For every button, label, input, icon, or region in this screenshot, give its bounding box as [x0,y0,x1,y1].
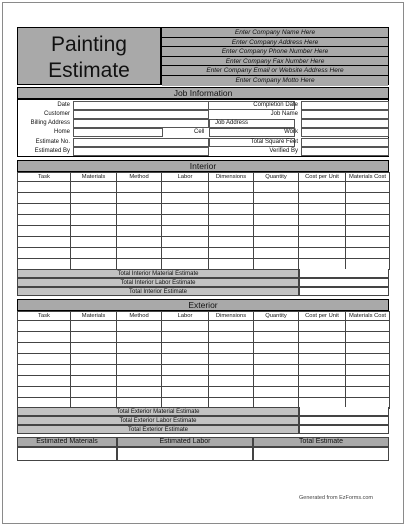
exterior-table-cell[interactable] [162,321,209,332]
estimated-materials-field[interactable] [17,447,117,461]
interior-table-cell[interactable] [209,237,254,248]
interior-table-cell[interactable] [71,215,117,226]
completion-date-field[interactable] [301,101,389,110]
interior-table-cell[interactable] [254,204,299,215]
exterior-col-method: Method [117,312,162,321]
interior-table-cell[interactable] [162,215,209,226]
exterior-table-cell[interactable] [254,354,299,365]
interior-table-cell[interactable] [254,193,299,204]
exterior-table-row [18,376,390,387]
exterior-table-cell[interactable] [71,321,117,332]
exterior-table-cell[interactable] [254,321,299,332]
interior-table-cell[interactable] [299,226,346,237]
interior-table-cell[interactable] [346,248,390,259]
interior-table-cell[interactable] [18,259,71,270]
interior-col-method: Method [117,173,162,182]
interior-table-cell[interactable] [117,193,162,204]
interior-header-row [18,173,390,182]
estimated-materials-label: Estimated Materials [17,437,117,447]
exterior-table-cell[interactable] [71,365,117,376]
title-line-1: Painting [51,33,127,56]
interior-table-cell[interactable] [71,248,117,259]
interior-table-cell[interactable] [18,226,71,237]
exterior-table-cell[interactable] [346,365,390,376]
estimated-labor-field[interactable] [117,447,253,461]
interior-table-cell[interactable] [162,204,209,215]
exterior-table-cell[interactable] [117,376,162,387]
exterior-table-cell[interactable] [346,343,390,354]
date-label: Date [57,102,70,108]
interior-table-cell[interactable] [18,237,71,248]
interior-table-row [18,226,390,237]
exterior-col-dimensions: Dimensions [209,312,254,321]
interior-table-cell[interactable] [346,204,390,215]
interior-table-cell[interactable] [254,237,299,248]
exterior-table-row [18,365,390,376]
total-estimate-label: Total Estimate [253,437,389,447]
interior-table-cell[interactable] [346,259,390,270]
interior-table-cell[interactable] [162,226,209,237]
interior-labor-estimate-field[interactable] [299,278,389,287]
exterior-table-cell[interactable] [254,365,299,376]
exterior-table-cell[interactable] [254,387,299,398]
interior-table-cell[interactable] [117,204,162,215]
title-block [17,27,161,85]
estimate-no-label: Estimate No. [35,139,70,145]
job-info-box [17,99,389,157]
exterior-table-cell[interactable] [18,354,71,365]
customer-field[interactable] [73,110,209,119]
interior-table-cell[interactable] [254,248,299,259]
exterior-table-cell[interactable] [346,321,390,332]
exterior-table-cell[interactable] [346,387,390,398]
interior-table-cell[interactable] [71,193,117,204]
interior-table-row [18,215,390,226]
total-square-feet-field[interactable] [301,138,389,147]
exterior-table-cell[interactable] [254,376,299,387]
footer-note: Generated from EzForms.com [299,495,373,501]
date-field[interactable] [73,101,209,110]
interior-table-cell[interactable] [117,226,162,237]
company-motto[interactable]: Enter Company Motto Here [162,76,388,86]
exterior-table-cell[interactable] [18,321,71,332]
exterior-table-cell[interactable] [299,354,346,365]
exterior-table-cell[interactable] [18,343,71,354]
work-label: Work [284,129,298,135]
interior-table-cell[interactable] [209,248,254,259]
interior-table-cell[interactable] [162,259,209,270]
exterior-table-cell[interactable] [209,387,254,398]
interior-col-quantity: Quantity [254,173,299,182]
exterior-table-row [18,321,390,332]
interior-table-cell[interactable] [18,215,71,226]
exterior-table-row [18,354,390,365]
exterior-rows [18,321,390,409]
exterior-table-cell[interactable] [254,332,299,343]
billing-address-field[interactable] [73,119,209,128]
exterior-table-cell[interactable] [117,343,162,354]
interior-table-cell[interactable] [71,204,117,215]
interior-table-cell[interactable] [254,259,299,270]
interior-table-cell[interactable] [299,204,346,215]
interior-table-cell[interactable] [299,237,346,248]
company-email[interactable]: Enter Company Email or Website Address Here [162,66,388,76]
job-name-field[interactable] [301,110,389,119]
work-field[interactable] [301,128,389,137]
exterior-labor-estimate-label: Total Exterior Labor Estimate [17,416,299,425]
interior-table-cell[interactable] [71,237,117,248]
estimate-no-field[interactable] [73,138,209,147]
estimated-by-label: Estimated By [34,148,70,154]
interior-labor-estimate-label: Total Interior Labor Estimate [17,278,299,287]
interior-table-cell[interactable] [117,248,162,259]
interior-table-row [18,259,390,270]
interior-table-cell[interactable] [209,193,254,204]
exterior-table-cell[interactable] [117,321,162,332]
interior-total-estimate-label: Total Interior Estimate [17,287,299,296]
interior-table-row [18,204,390,215]
title-line-2: Estimate [48,59,130,82]
exterior-col-quantity: Quantity [254,312,299,321]
exterior-table-cell[interactable] [71,343,117,354]
interior-table-cell[interactable] [346,237,390,248]
interior-table-cell[interactable] [209,215,254,226]
exterior-table-row [18,343,390,354]
interior-table-cell[interactable] [209,182,254,193]
interior-table-cell[interactable] [71,226,117,237]
exterior-table-cell[interactable] [209,365,254,376]
exterior-table-cell[interactable] [117,354,162,365]
company-fax[interactable]: Enter Company Fax Number Here [162,57,388,67]
interior-col-materials: Materials [71,173,117,182]
customer-label: Customer [43,111,70,117]
interior-col-dimensions: Dimensions [209,173,254,182]
exterior-material-estimate-field[interactable] [299,407,389,416]
exterior-col-task: Task [18,312,71,321]
company-phone[interactable]: Enter Company Phone Number Here [162,47,388,57]
interior-heading: Interior [17,160,389,172]
interior-table-cell[interactable] [71,259,117,270]
verified-by-label: Verified By [269,148,298,154]
interior-table-cell[interactable] [254,226,299,237]
exterior-total-estimate-field[interactable] [299,425,389,434]
exterior-col-labor: Labor [162,312,209,321]
exterior-table-cell[interactable] [117,387,162,398]
job-name-label: Job Name [270,111,298,117]
exterior-table-cell[interactable] [299,343,346,354]
interior-table-row [18,182,390,193]
company-name[interactable]: Enter Company Name Here [162,28,388,38]
interior-col-labor: Labor [162,173,209,182]
interior-table-row [18,193,390,204]
exterior-col-cost-per-unit: Cost per Unit [299,312,346,321]
exterior-material-estimate-label: Total Exterior Material Estimate [17,407,299,416]
exterior-header-row [18,312,390,321]
exterior-table-cell[interactable] [18,332,71,343]
interior-table-cell[interactable] [18,204,71,215]
interior-rows [18,182,390,270]
exterior-table-cell[interactable] [299,321,346,332]
exterior-labor-estimate-field[interactable] [299,416,389,425]
interior-table-cell[interactable] [254,182,299,193]
interior-col-materials-cost: Materials Cost [346,173,390,182]
exterior-table-cell[interactable] [299,387,346,398]
interior-table-cell[interactable] [299,259,346,270]
interior-table-cell[interactable] [162,237,209,248]
exterior-table-cell[interactable] [18,376,71,387]
exterior-table-cell[interactable] [209,376,254,387]
interior-table-cell[interactable] [346,226,390,237]
interior-table-cell[interactable] [18,193,71,204]
interior-table-cell[interactable] [162,248,209,259]
home-label: Home [53,129,70,135]
exterior-table-cell[interactable] [162,332,209,343]
interior-table-cell[interactable] [71,182,117,193]
interior-table-cell[interactable] [18,248,71,259]
exterior-table-cell[interactable] [346,376,390,387]
estimate-page [2,2,404,524]
estimated-labor-label: Estimated Labor [117,437,253,447]
completion-date-label: Completion Date [253,102,298,108]
interior-table-cell[interactable] [299,182,346,193]
exterior-table-cell[interactable] [299,332,346,343]
company-address[interactable]: Enter Company Address Here [162,38,388,48]
interior-col-task: Task [18,173,71,182]
exterior-table-cell[interactable] [162,376,209,387]
exterior-total-estimate-label: Total Exterior Estimate [17,425,299,434]
exterior-table-cell[interactable] [209,321,254,332]
interior-table-row [18,237,390,248]
company-info [161,27,389,85]
exterior-table-cell[interactable] [346,354,390,365]
interior-table-cell[interactable] [18,182,71,193]
exterior-table-cell[interactable] [71,332,117,343]
exterior-table-cell[interactable] [117,332,162,343]
interior-material-estimate-label: Total Interior Material Estimate [17,269,299,278]
interior-table-cell[interactable] [254,215,299,226]
verified-by-field[interactable] [301,147,389,156]
interior-table-cell[interactable] [162,193,209,204]
interior-total-estimate-field[interactable] [299,287,389,296]
interior-table-cell[interactable] [346,215,390,226]
cell-field[interactable] [209,128,295,137]
exterior-table-cell[interactable] [71,387,117,398]
total-square-feet-label: Total Square Feet [250,139,298,145]
job-info-heading: Job Information [17,87,389,99]
interior-table-row [18,248,390,259]
home-field[interactable] [73,128,163,137]
estimated-by-field[interactable] [73,147,209,156]
interior-material-estimate-field[interactable] [299,269,389,278]
exterior-table-row [18,332,390,343]
exterior-table-cell[interactable] [299,376,346,387]
exterior-col-materials-cost: Materials Cost [346,312,390,321]
total-estimate-field[interactable] [253,447,389,461]
interior-table-cell[interactable] [117,259,162,270]
interior-table-cell[interactable] [299,193,346,204]
exterior-table-cell[interactable] [162,365,209,376]
interior-table-cell[interactable] [346,182,390,193]
interior-table-cell[interactable] [117,182,162,193]
exterior-table-cell[interactable] [117,365,162,376]
interior-table-cell[interactable] [162,182,209,193]
exterior-table-row [18,387,390,398]
billing-address-label: Billing Address [30,120,70,126]
exterior-table-cell[interactable] [254,343,299,354]
exterior-table-cell[interactable] [71,354,117,365]
interior-table-cell[interactable] [117,237,162,248]
exterior-table-cell[interactable] [162,343,209,354]
interior-table-cell[interactable] [209,226,254,237]
exterior-table-cell[interactable] [209,354,254,365]
interior-table-cell[interactable] [209,259,254,270]
exterior-table-cell[interactable] [299,365,346,376]
exterior-col-materials: Materials [71,312,117,321]
exterior-table-cell[interactable] [209,343,254,354]
exterior-heading: Exterior [17,299,389,311]
exterior-table-cell[interactable] [71,376,117,387]
interior-table-cell[interactable] [209,204,254,215]
interior-table-cell[interactable] [117,215,162,226]
interior-table-cell[interactable] [299,215,346,226]
exterior-table-cell[interactable] [18,365,71,376]
job-address-field[interactable] [301,119,389,128]
exterior-table-cell[interactable] [162,387,209,398]
exterior-table-cell[interactable] [18,387,71,398]
cell-label: Cell [194,129,205,135]
job-address-label: Job Address [214,120,248,126]
exterior-table-cell[interactable] [162,354,209,365]
exterior-table-cell[interactable] [346,332,390,343]
exterior-table [17,311,390,409]
interior-table [17,172,390,270]
interior-table-cell[interactable] [299,248,346,259]
exterior-table-cell[interactable] [209,332,254,343]
interior-table-cell[interactable] [346,193,390,204]
interior-col-cost-per-unit: Cost per Unit [299,173,346,182]
